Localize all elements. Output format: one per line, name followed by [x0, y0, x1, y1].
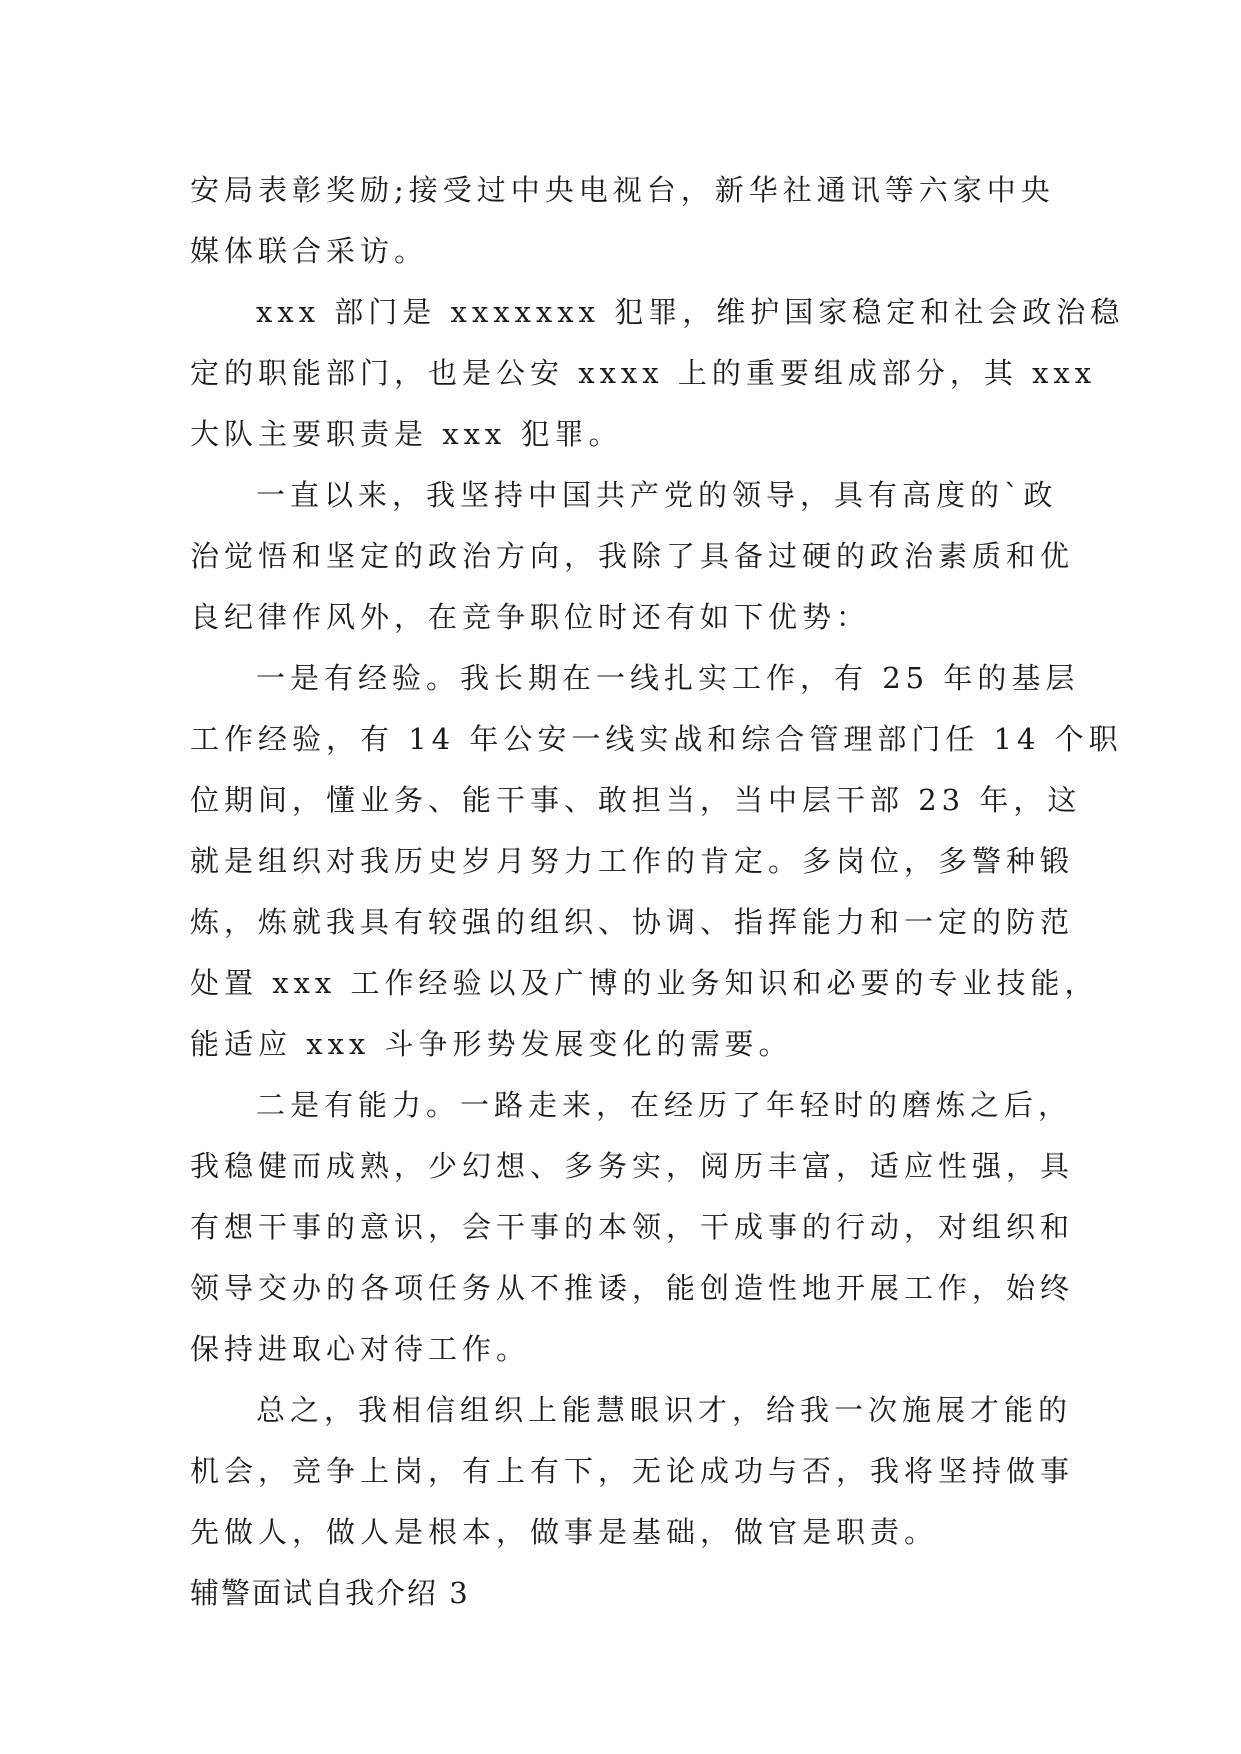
text-line: 治觉悟和坚定的政治方向，我除了具备过硬的政治素质和优	[190, 539, 1075, 573]
text-line: 安局表彰奖励;接受过中央电视台，新华社通讯等六家中央	[190, 173, 1055, 207]
text-line: 机会，竞争上岗，有上有下，无论成功与否，我将坚持做事	[190, 1454, 1075, 1488]
paragraph-start-line: 一直以来，我坚持中国共产党的领导，具有高度的`政	[256, 478, 1058, 512]
text-line: 媒体联合采访。	[190, 234, 429, 268]
text-line: 炼，炼就我具有较强的组织、协调、指挥能力和一定的防范	[190, 905, 1075, 939]
text-line: 我稳健而成熟，少幻想、多务实，阅历丰富，适应性强，具	[190, 1149, 1075, 1183]
paragraph-start-line: 总之，我相信组织上能慧眼识才，给我一次施展才能的	[256, 1393, 1073, 1427]
text-line: 能适应 xxx 斗争形势发展变化的需要。	[190, 1027, 793, 1061]
text-line: 良纪律作风外，在竞争职位时还有如下优势：	[190, 600, 871, 634]
text-line: 处置 xxx 工作经验以及广博的业务知识和必要的专业技能，	[190, 966, 1099, 1000]
text-line: 位期间，懂业务、能干事、敢担当，当中层干部 23 年，这	[190, 783, 1082, 817]
paragraph-start-line: 二是有能力。一路走来，在经历了年轻时的磨炼之后，	[256, 1088, 1073, 1122]
text-line: 先做人，做人是根本，做事是基础，做官是职责。	[190, 1515, 939, 1549]
document-body	[190, 160, 1125, 1624]
paragraph-start-line: 一是有经验。我长期在一线扎实工作，有 25 年的基层	[256, 661, 1080, 695]
text-line: 有想干事的意识，会干事的本领，干成事的行动，对组织和	[190, 1210, 1075, 1244]
text-line: 领导交办的各项任务从不推诿，能创造性地开展工作，始终	[190, 1271, 1075, 1305]
section-title: 辅警面试自我介绍 3	[190, 1576, 470, 1610]
text-line: 保持进取心对待工作。	[190, 1332, 531, 1366]
text-line: 工作经验，有 14 年公安一线实战和综合管理部门任 14 个职	[190, 722, 1123, 756]
text-line: 大队主要职责是 xxx 犯罪。	[190, 417, 623, 451]
text-line: 就是组织对我历史岁月努力工作的肯定。多岗位，多警种锻	[190, 844, 1075, 878]
text-line: 定的职能部门，也是公安 xxxx 上的重要组成部分，其 xxx	[190, 356, 1097, 390]
paragraph-start-line: xxx 部门是 xxxxxxx 犯罪，维护国家稳定和社会政治稳	[256, 295, 1125, 329]
